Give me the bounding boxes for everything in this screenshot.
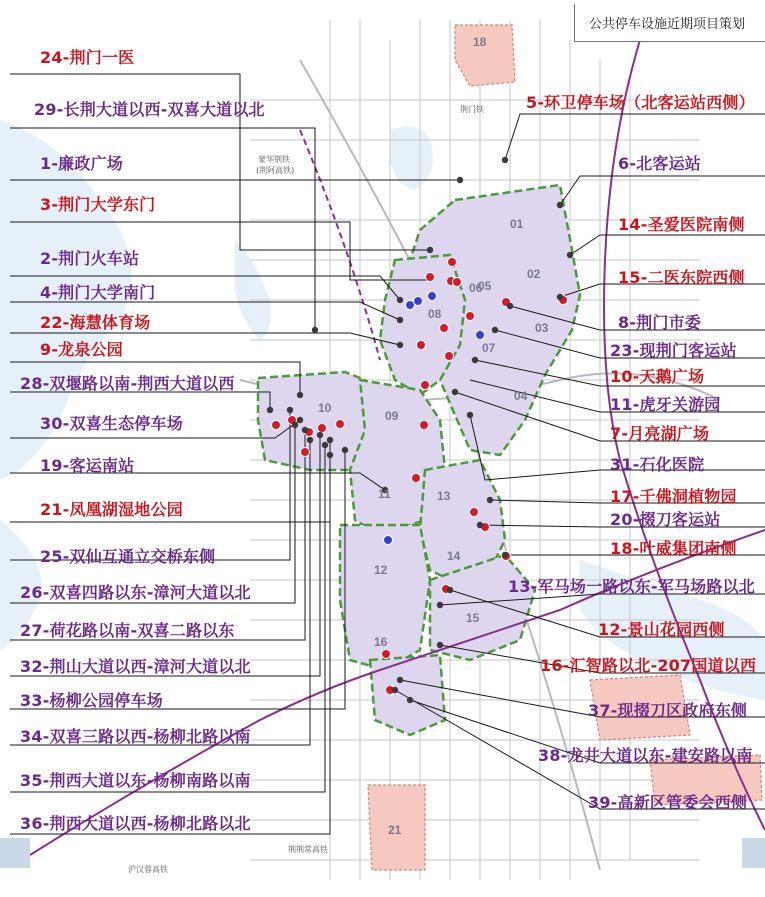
label-2: 2-荆门火车站	[40, 249, 140, 268]
map-title: 公共停车设施近期项目策划	[574, 4, 765, 42]
leader-dot	[457, 177, 463, 183]
label-39: 39-高新区管委会西侧	[588, 793, 748, 812]
zone-number-13: 13	[437, 489, 451, 503]
zone-number-04: 04	[514, 389, 528, 403]
label-27: 27-荷花路以南-双喜二路以东	[20, 621, 235, 640]
marker-dot-7	[445, 352, 454, 361]
leader-dot	[342, 447, 348, 453]
marker-dot-28	[318, 424, 327, 433]
label-22: 22-海慧体育场	[40, 313, 151, 332]
rail-label-jingjing: 荆荆常高铁	[288, 845, 328, 854]
zone-number-16: 16	[374, 635, 388, 649]
leader-dot	[397, 317, 403, 323]
label-16: 16-汇智路以北-207国道以西	[540, 656, 757, 675]
marker-dot-10	[440, 324, 449, 333]
leader-dot	[292, 422, 298, 428]
leader-dot	[312, 327, 318, 333]
leader-dot	[467, 412, 473, 418]
leader-dot	[307, 437, 313, 443]
marker-dot-23	[453, 278, 462, 287]
leader-dot	[487, 497, 493, 503]
leader-dot	[317, 432, 323, 438]
marker-19	[412, 474, 421, 483]
leader-dot	[502, 157, 508, 163]
marker-dot-22	[421, 381, 430, 390]
marker-23	[453, 278, 462, 287]
marker-22	[421, 381, 430, 390]
leader-dot	[447, 587, 453, 593]
marker-1	[426, 273, 435, 282]
zone-number-15: 15	[466, 611, 480, 625]
leader-dot	[437, 602, 443, 608]
label-34: 34-双喜三路以西-杨柳北路以南	[20, 727, 251, 746]
marker-dot-9	[417, 341, 426, 350]
marker-dot-16	[382, 650, 391, 659]
leader-dot	[297, 392, 303, 398]
marker-4	[414, 297, 423, 306]
label-1: 1-廉政广场	[40, 154, 123, 173]
label-17: 17-千佛洞植物园	[610, 487, 737, 506]
zone-number-21: 21	[388, 823, 402, 837]
label-15: 15-二医东院西侧	[618, 268, 745, 287]
label-28: 28-双堰路以南-荆西大道以西	[20, 374, 235, 393]
label-10: 10-天鹅广场	[610, 367, 705, 386]
marker-6	[476, 331, 485, 340]
marker-dot-29	[336, 420, 345, 429]
marker-20	[428, 292, 437, 301]
marker-dot-30	[301, 448, 310, 457]
marker-10	[440, 324, 449, 333]
label-4: 4-荆门大学南门	[40, 283, 156, 302]
marker-12	[420, 421, 429, 430]
label-36: 36-荆西大道以西-杨柳北路以北	[20, 814, 251, 833]
label-12: 12-景山花园西侧	[598, 620, 725, 639]
marker-7	[445, 352, 454, 361]
marker-11	[384, 536, 393, 545]
zone-number-18: 18	[473, 35, 487, 49]
label-21: 21-凤凰湖湿地公园	[40, 500, 183, 519]
marker-24	[448, 258, 457, 267]
zone-number-03: 03	[535, 321, 549, 335]
leader-dot	[502, 552, 508, 558]
zone-number-08: 08	[428, 307, 442, 321]
marker-29	[336, 420, 345, 429]
marker-dot-13	[470, 508, 479, 517]
marker-dot-4	[414, 297, 423, 306]
marker-16	[382, 650, 391, 659]
zone-number-06: 06	[469, 281, 483, 295]
label-13: 13-军马场一路以东-军马场路以北	[508, 577, 755, 596]
zone-number-14: 14	[447, 549, 461, 563]
label-19: 19-客运南站	[40, 456, 135, 475]
label-8: 8-荆门市委	[618, 313, 701, 332]
zone-number-07: 07	[482, 341, 496, 355]
marker-28	[318, 424, 327, 433]
leader-dot	[397, 342, 403, 348]
label-29: 29-长荆大道以西-双喜大道以北	[34, 100, 265, 119]
zone-number-05: 05	[478, 279, 492, 293]
marker-dot-8	[466, 312, 475, 321]
zone-number-01: 01	[510, 217, 524, 231]
label-38: 38-龙井大道以东-建安路以南	[538, 746, 753, 765]
zone-number-12: 12	[374, 563, 388, 577]
rail-label-mengjing-sub: (荆阿高铁)	[256, 166, 295, 175]
marker-13	[470, 508, 479, 517]
zone-number-11: 11	[378, 487, 391, 501]
leader-dot	[297, 417, 303, 423]
leader-dot	[492, 327, 498, 333]
label-31: 31-石化医院	[610, 455, 705, 474]
leader-dot	[557, 202, 563, 208]
label-37: 37-现掇刀区政府东侧	[588, 701, 748, 720]
marker-dot-1	[426, 273, 435, 282]
leader-dot	[397, 297, 403, 303]
label-30: 30-双喜生态停车场	[40, 414, 183, 433]
marker-30	[301, 448, 310, 457]
leader-dot	[557, 294, 563, 300]
marker-dot-12	[420, 421, 429, 430]
leader-dot	[322, 442, 328, 448]
marker-dot-20	[428, 292, 437, 301]
leader-dot	[427, 247, 433, 253]
label-14: 14-圣爱医院南侧	[618, 215, 745, 234]
label-18: 18-叶威集团南侧	[610, 539, 737, 558]
marker-dot-24	[448, 258, 457, 267]
marker-dot-25	[272, 421, 281, 430]
leader-dot	[407, 697, 413, 703]
leader-dot	[567, 252, 573, 258]
leader-dot	[392, 687, 398, 693]
zone-number-10: 10	[318, 401, 332, 415]
marker-dot-19	[412, 474, 421, 483]
label-35: 35-荆西大道以东-杨柳南路以南	[20, 771, 251, 790]
corner-box-right	[742, 838, 765, 868]
leader-dot	[477, 522, 483, 528]
label-24: 24-荆门一医	[40, 48, 135, 67]
marker-dot-6	[476, 331, 485, 340]
leader-dot	[472, 357, 478, 363]
label-11: 11-虎牙关游园	[610, 395, 721, 414]
leader-dot	[437, 642, 443, 648]
rail-label-mengjing: 蒙华荆铁	[258, 155, 290, 164]
leader-dot	[327, 437, 333, 443]
marker-25	[272, 421, 281, 430]
marker-8	[466, 312, 475, 321]
leader-dot	[267, 407, 273, 413]
label-23: 23-现荆门客运站	[610, 341, 737, 360]
leader-dot	[397, 677, 403, 683]
rail-label-huhanrong: 沪汉蓉高铁	[128, 865, 168, 874]
zone-number-09: 09	[385, 409, 399, 423]
label-33: 33-杨柳公园停车场	[20, 691, 163, 710]
marker-dot-11	[384, 536, 393, 545]
leader-dot	[507, 303, 513, 309]
label-9: 9-龙泉公园	[40, 340, 123, 359]
label-5: 5-环卫停车场（北客运站西侧）	[526, 93, 755, 112]
label-20: 20-掇刀客运站	[610, 510, 721, 529]
zone-number-02: 02	[527, 267, 541, 281]
label-7: 7-月亮湖广场	[610, 424, 710, 443]
leader-dot	[302, 427, 308, 433]
label-3: 3-荆门大学东门	[40, 195, 156, 214]
label-25: 25-双仙互通立交桥东侧	[40, 547, 216, 566]
label-6: 6-北客运站	[618, 154, 701, 173]
rail-label-jingmen-top: 荆门铁	[460, 105, 484, 114]
leader-dot	[327, 452, 333, 458]
corner-box-left	[0, 838, 30, 868]
leader-dot	[452, 389, 458, 395]
label-32: 32-荆山大道以西-漳河大道以北	[20, 657, 251, 676]
leader-dot	[287, 407, 293, 413]
marker-9	[417, 341, 426, 350]
rail-line-north	[300, 130, 380, 360]
label-26: 26-双喜四路以东-漳河大道以北	[20, 583, 251, 602]
